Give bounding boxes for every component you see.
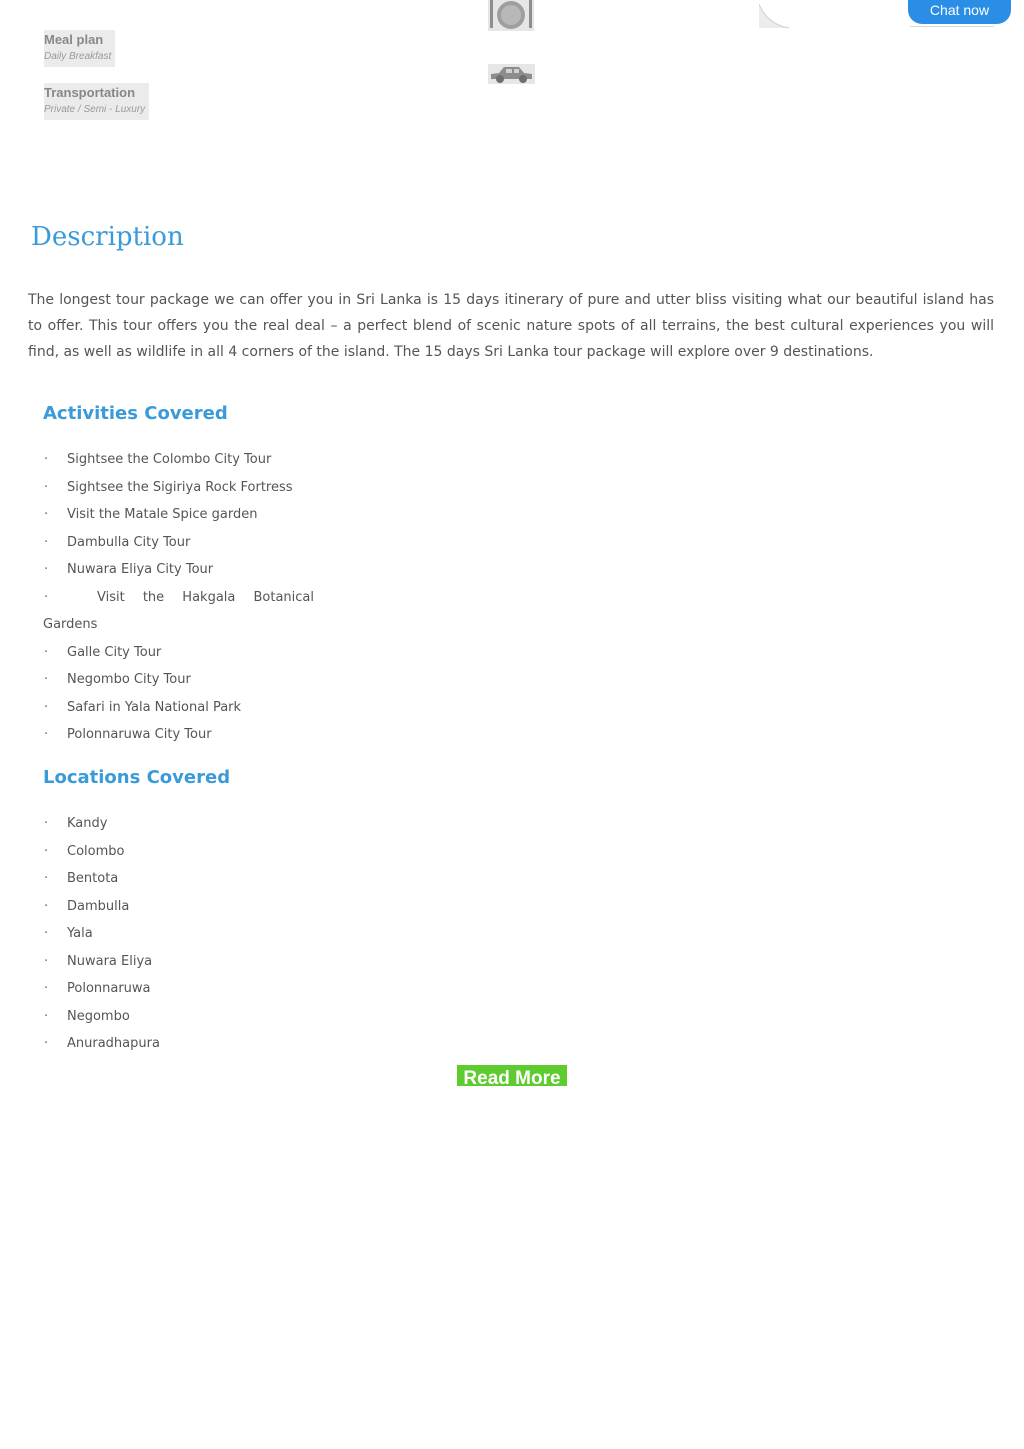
meal-plan-box: [44, 30, 115, 67]
plate-cutlery-icon: [488, 0, 534, 31]
chat-now-button[interactable]: Chat now: [908, 0, 1011, 24]
list-item: · Visit the Matale Spice garden: [43, 501, 363, 529]
list-item: · Negombo: [43, 1003, 363, 1031]
list-item-line: · Visit the Hakgala Botanical: [97, 589, 315, 605]
list-item: · Sightsee the Colombo City Tour: [43, 446, 363, 474]
locations-list: [43, 810, 363, 1058]
list-item: · Dambulla City Tour: [43, 529, 363, 557]
list-item-line: Gardens: [43, 617, 98, 632]
list-item: [43, 584, 363, 639]
activities-list: [43, 446, 363, 749]
activities-heading: Activities Covered: [43, 403, 228, 424]
meal-plan-value: Daily Breakfast: [44, 51, 112, 62]
list-item: · Bentota: [43, 865, 363, 893]
list-item: · Galle City Tour: [43, 639, 363, 667]
transportation-title: Transportation: [44, 85, 136, 100]
description-text: The longest tour package we can offer you in Sri Lanka is 15 days itinerary of pure and utter bliss visiting what our beautiful island has to offer. This tour offers you the real deal – a perfect blend of scenic nature spots of all terrains, the best cultural experiences you will find, as well as wildlife in all 4 corners of the island. The 15 days Sri Lanka tour package will explore over 9 destinations.: [28, 292, 994, 360]
list-item: · Dambulla: [43, 893, 363, 921]
car-icon: [488, 64, 535, 84]
list-item: · Sightsee the Sigiriya Rock Fortress: [43, 474, 363, 502]
description-heading: Description: [31, 222, 184, 252]
list-item: · Colombo: [43, 838, 363, 866]
locations-heading: Locations Covered: [43, 767, 231, 788]
list-item: · Negombo City Tour: [43, 666, 363, 694]
list-item: · Yala: [43, 920, 363, 948]
page-curl-icon: [759, 4, 789, 30]
list-item: · Nuwara Eliya: [43, 948, 363, 976]
read-more-button[interactable]: Read More: [457, 1065, 567, 1086]
meal-plan-title: Meal plan: [44, 32, 104, 47]
list-item: · Safari in Yala National Park: [43, 694, 363, 722]
transportation-box: [44, 83, 149, 120]
list-item: · Kandy: [43, 810, 363, 838]
list-item: · Nuwara Eliya City Tour: [43, 556, 363, 584]
list-item: · Anuradhapura: [43, 1030, 363, 1058]
transportation-value: Private / Semi - Luxury: [44, 104, 146, 115]
chat-divider: [910, 26, 994, 27]
list-item: · Polonnaruwa: [43, 975, 363, 1003]
list-item: · Polonnaruwa City Tour: [43, 721, 363, 749]
